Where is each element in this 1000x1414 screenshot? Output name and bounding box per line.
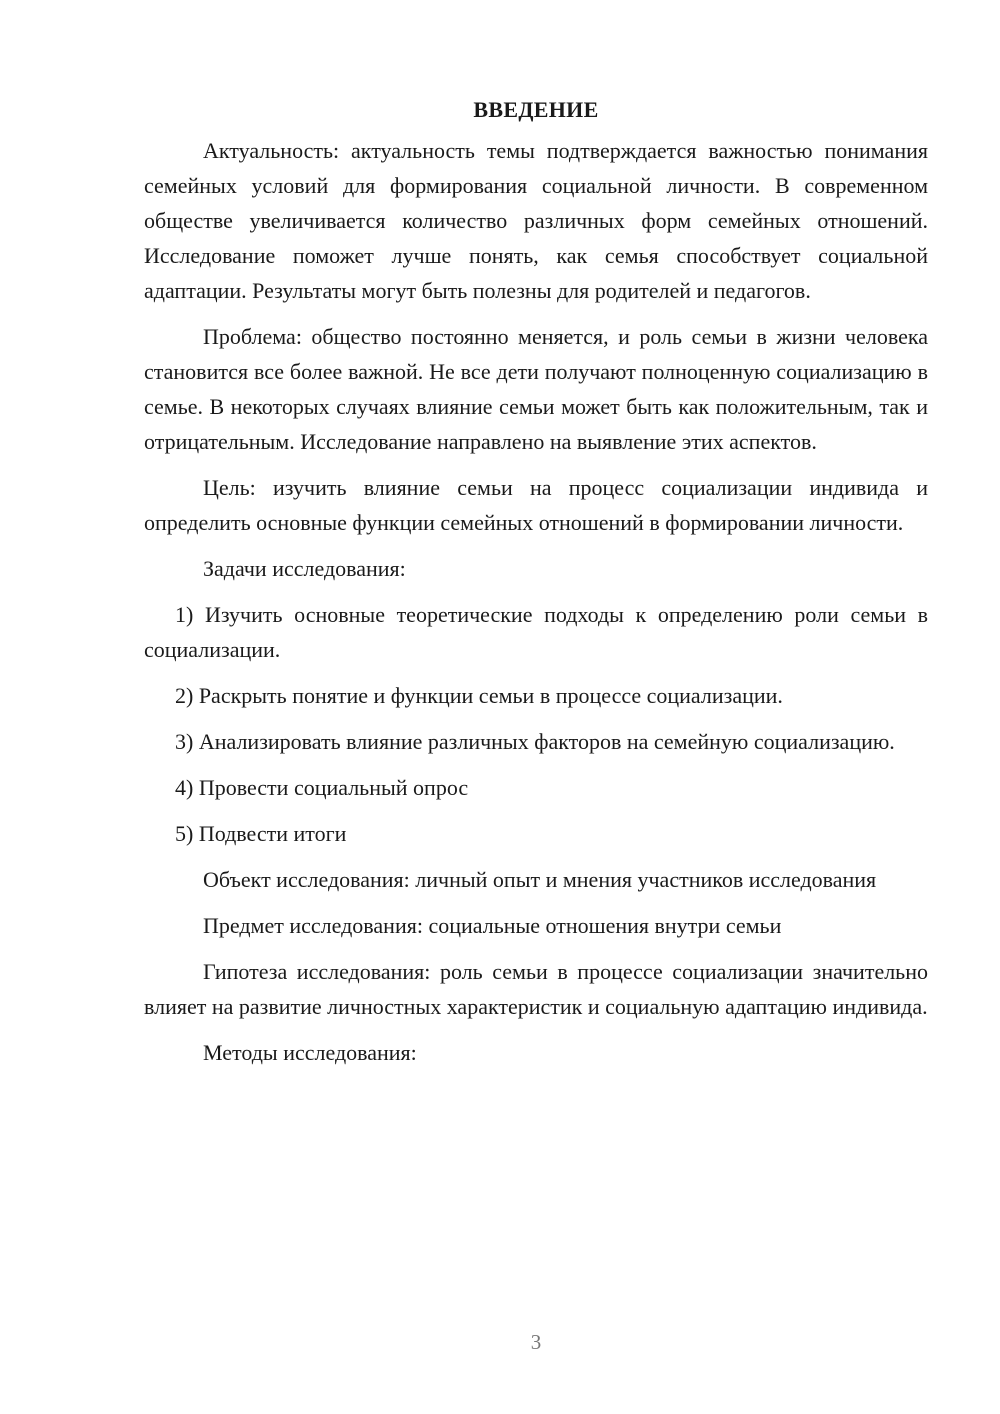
section-title: ВВЕДЕНИЕ — [473, 97, 599, 122]
task-item: 5) Подвести итоги — [175, 821, 347, 846]
subject-paragraph: Предмет исследования: социальные отношения внутри семьи — [203, 913, 782, 938]
relevance-paragraph: Актуальность: актуальность темы подтверждается важностью понимания семейных условий для формирования социальной личности. В современном обществе увеличивается количество различных форм семейных отношений. Исследование поможет лучше понять, как семья способствует социальной адаптации. Результаты могут быть полезны для родителей и педагогов. — [144, 138, 928, 303]
goal-paragraph: Цель: изучить влияние семьи на процесс социализации индивида и определить основные функции семейных отношений в формировании личности. — [144, 475, 928, 535]
hypothesis-paragraph: Гипотеза исследования: роль семьи в процессе социализации значительно влияет на развитие личностных характеристик и социальную адаптацию индивида. — [144, 959, 928, 1019]
problem-paragraph: Проблема: общество постоянно меняется, и роль семьи в жизни человека становится все более важной. Не все дети получают полноценную социализацию в семье. В некоторых случаях влияние семьи может быть как положительным, так и отрицательным. Исследование направлено на выявление этих аспектов. — [144, 324, 928, 454]
task-item: 3) Анализировать влияние различных факторов на семейную социализацию. — [175, 729, 895, 754]
methods-heading: Методы исследования: — [203, 1040, 417, 1065]
object-paragraph: Объект исследования: личный опыт и мнения участников исследования — [203, 867, 877, 892]
document-page — [144, 92, 928, 1081]
task-item: 1) Изучить основные теоретические подходы к определению роли семьи в социализации. — [144, 602, 928, 662]
task-item: 4) Провести социальный опрос — [175, 775, 469, 800]
task-item: 2) Раскрыть понятие и функции семьи в процессе социализации. — [175, 683, 783, 708]
page-number: 3 — [530, 1330, 542, 1354]
tasks-heading: Задачи исследования: — [203, 556, 406, 581]
